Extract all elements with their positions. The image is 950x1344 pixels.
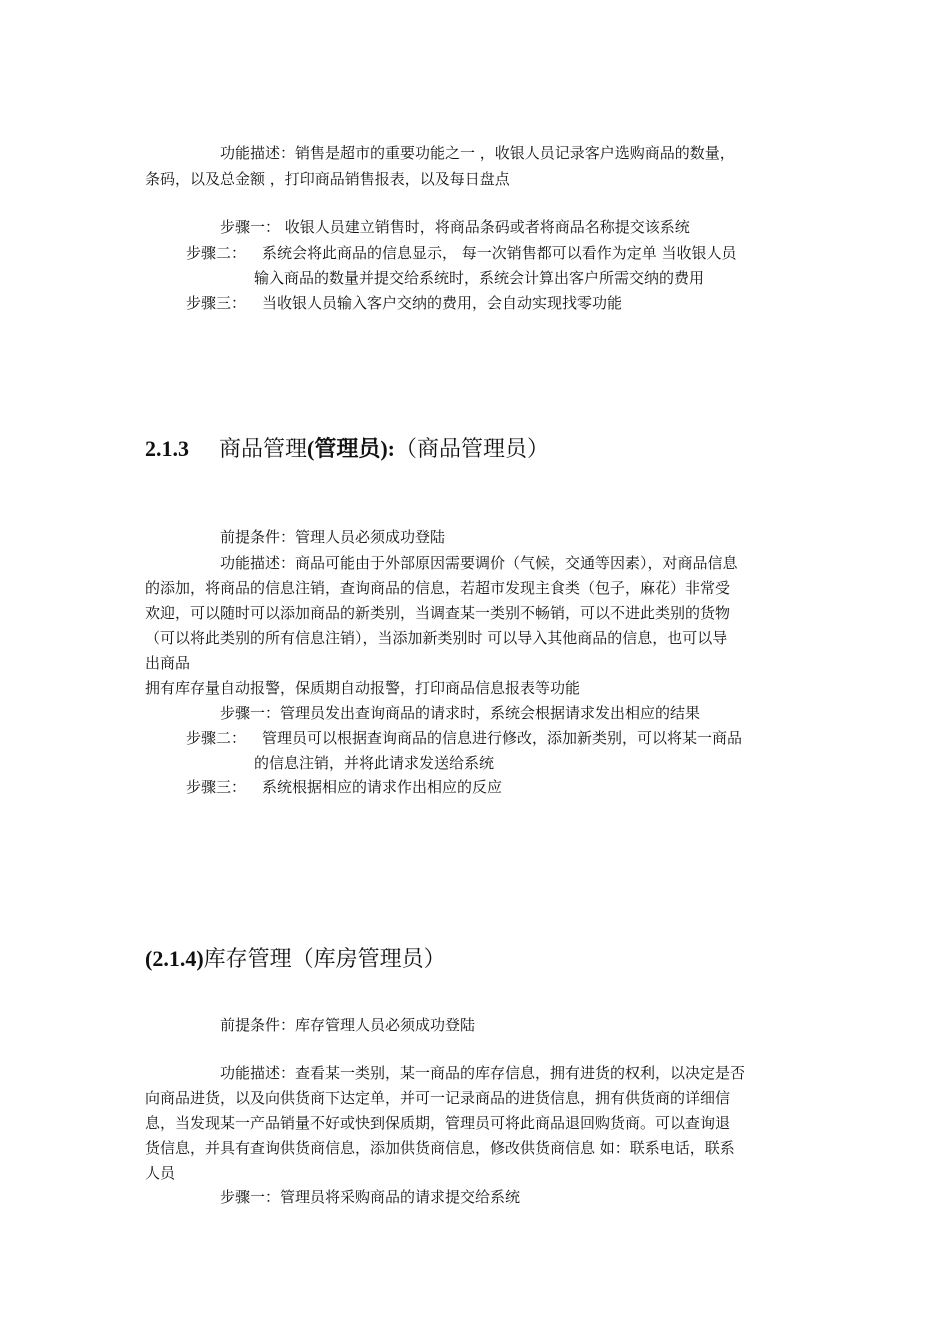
product-step3-text: 系统根据相应的请求作出相应的反应: [262, 778, 503, 796]
product-precondition: 前提条件：管理人员必须成功登陆: [220, 528, 446, 546]
product-step2-line2: 的信息注销，并将此请求发送给系统: [254, 754, 495, 772]
sales-step2-line2: 输入商品的数量并提交给系统时，系统会计算出客户所需交纳的费用: [254, 269, 705, 287]
sales-step3-label: 步骤三：: [186, 294, 247, 312]
inventory-desc-line2: 向商品进货，以及向供货商下达定单，并可一记录商品的进货信息，拥有供货商的详细信: [145, 1089, 731, 1107]
sales-desc-line2: 条码，以及总金额 ，打印商品销售报表，以及每日盘点: [145, 170, 510, 188]
product-step2-label: 步骤二：: [186, 729, 247, 747]
product-desc-line3: 欢迎，可以随时可以添加商品的新类别，当调查某一类别不畅销，可以不进此类别的货物: [145, 604, 731, 622]
inventory-desc-line3: 息，当发现某一产品销量不好或快到保质期，管理员可将此商品退回购货商。可以查询退: [145, 1114, 731, 1132]
inventory-desc-line5: 人员: [145, 1164, 176, 1182]
inventory-desc-line4: 货信息，并具有查询供货商信息，添加供货商信息，修改供货商信息 如：联系电话，联系: [145, 1139, 735, 1157]
sales-step2-label: 步骤二：: [186, 244, 247, 262]
inventory-precondition: 前提条件：库存管理人员必须成功登陆: [220, 1016, 476, 1034]
heading-2-1-4-number: (2.1.4): [145, 946, 204, 971]
heading-2-1-3-title-a: 商品管理: [219, 437, 308, 462]
product-desc-line5: 出商品: [145, 654, 191, 672]
sales-desc-line1: 功能描述：销售是超市的重要功能之一 ，收银人员记录客户选购商品的数量，: [220, 144, 735, 162]
heading-2-1-4: [145, 945, 446, 974]
product-step2-line1: 管理员可以根据查询商品的信息进行修改，添加新类别，可以将某一商品: [262, 729, 743, 747]
heading-2-1-3-number: 2.1.3: [145, 436, 189, 461]
heading-2-1-3: [145, 435, 549, 464]
product-desc-line1: 功能描述：商品可能由于外部原因需要调价（气候，交通等因素），对商品信息: [220, 554, 738, 572]
sales-step3-text: 当收银人员输入客户交纳的费用，会自动实现找零功能: [262, 294, 623, 312]
inventory-desc-line1: 功能描述：查看某一类别，某一商品的库存信息，拥有进货的权利，以决定是否: [220, 1064, 746, 1082]
product-desc-line4: （可以将此类别的所有信息注销），当添加新类别时 可以导入其他商品的信息，也可以导: [145, 629, 728, 647]
heading-2-1-3-title-b: (管理员):: [307, 436, 395, 461]
sales-step1: 步骤一： 收银人员建立销售时，将商品条码或者将商品名称提交该系统: [220, 218, 690, 236]
inventory-step1: 步骤一：管理员将采购商品的请求提交给系统: [220, 1188, 521, 1206]
product-desc-line2: 的添加，将商品的信息注销，查询商品的信息，若超市发现主食类（包子，麻花）非常受: [145, 579, 731, 597]
heading-2-1-4-title: 库存管理（库房管理员）: [203, 947, 446, 972]
sales-step2-line1: 系统会将此商品的信息显示， 每一次销售都可以看作为定单 当收银人员: [262, 244, 737, 262]
product-step3-label: 步骤三：: [186, 778, 247, 796]
heading-2-1-3-title-c: （商品管理员）: [395, 437, 550, 462]
product-desc-line6: 拥有库存量自动报警，保质期自动报警，打印商品信息报表等功能: [145, 679, 581, 697]
product-step1: 步骤一：管理员发出查询商品的请求时，系统会根据请求发出相应的结果: [220, 704, 701, 722]
